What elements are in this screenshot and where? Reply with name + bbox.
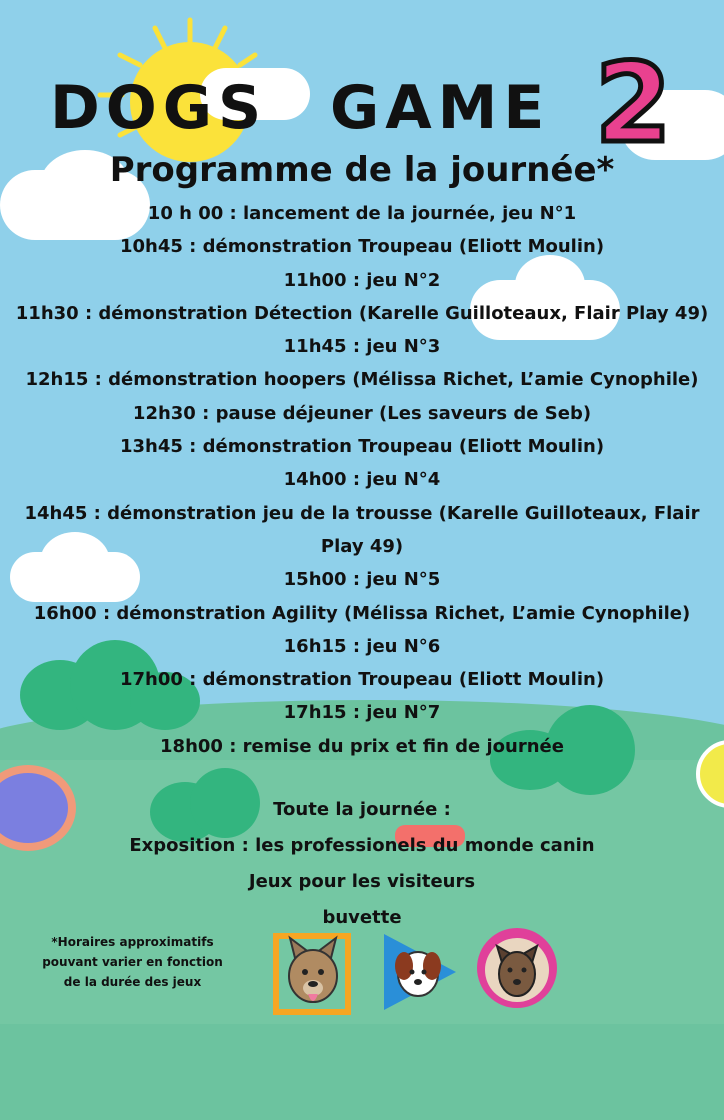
logo — [40, 39, 700, 167]
schedule-item: 16h00 : démonstration Agility (Mélissa Richet, L’amie Cynophile) — [33, 602, 691, 624]
schedule-item: 11h30 : démonstration Détection (Karelle Guilloteaux, Flair Play 49) — [15, 302, 709, 324]
dog-logo-icon — [272, 928, 354, 1016]
schedule-item: 10 h 00 : lancement de la journée, jeu N°1 — [147, 203, 577, 224]
page-title: Programme de la journée* — [109, 150, 615, 190]
schedule-list — [0, 197, 724, 763]
shepherd-dog-logo-icon — [475, 926, 559, 1010]
schedule-item: 11h00 : jeu N°2 — [283, 269, 441, 291]
footnote-line: pouvant varier en fonction — [42, 955, 223, 969]
schedule-item: 17h00 : démonstration Troupeau (Eliott Moulin) — [119, 669, 605, 691]
schedule-item: 17h15 : jeu N°7 — [283, 702, 441, 724]
footnote-line: de la durée des jeux — [63, 975, 202, 989]
schedule-item: 13h45 : démonstration Troupeau (Eliott Moulin) — [119, 436, 605, 458]
schedule-item: 14h00 : jeu N°4 — [283, 469, 441, 491]
schedule-item: 18h00 : remise du prix et fin de journée — [160, 735, 564, 757]
schedule-item: Play 49) — [320, 535, 404, 557]
footnote-line: *Horaires approximatifs — [51, 935, 214, 949]
schedule-item: 16h15 : jeu N°6 — [283, 635, 441, 657]
all-day-heading: Toute la journée : — [273, 799, 451, 820]
all-day-item: Jeux pour les visiteurs — [248, 871, 476, 892]
schedule-item: 12h15 : démonstration hoopers (Mélissa Richet, L’amie Cynophile) — [25, 369, 699, 391]
footnote — [25, 932, 240, 992]
schedule-item: 14h45 : démonstration jeu de la trousse (Karelle Guilloteaux, Flair — [24, 502, 700, 524]
logo-left-text: DOGS — [50, 73, 268, 143]
all-day-item: buvette — [322, 907, 402, 928]
schedule-item: 15h00 : jeu N°5 — [283, 569, 441, 591]
partner-logos — [270, 926, 560, 1016]
schedule-item: 11h45 : jeu N°3 — [283, 336, 441, 358]
logo-right-text: GAME — [330, 73, 551, 143]
schedule-item: 10h45 : démonstration Troupeau (Eliott Moulin) — [119, 236, 605, 258]
all-day-section — [0, 792, 724, 936]
schedule-item: 12h30 : pause déjeuner (Les saveurs de Seb) — [132, 402, 592, 424]
all-day-item: Exposition : les professionels du monde canin — [129, 835, 595, 856]
play-dog-logo-icon — [380, 930, 460, 1014]
logo-number: 2 — [595, 39, 672, 167]
